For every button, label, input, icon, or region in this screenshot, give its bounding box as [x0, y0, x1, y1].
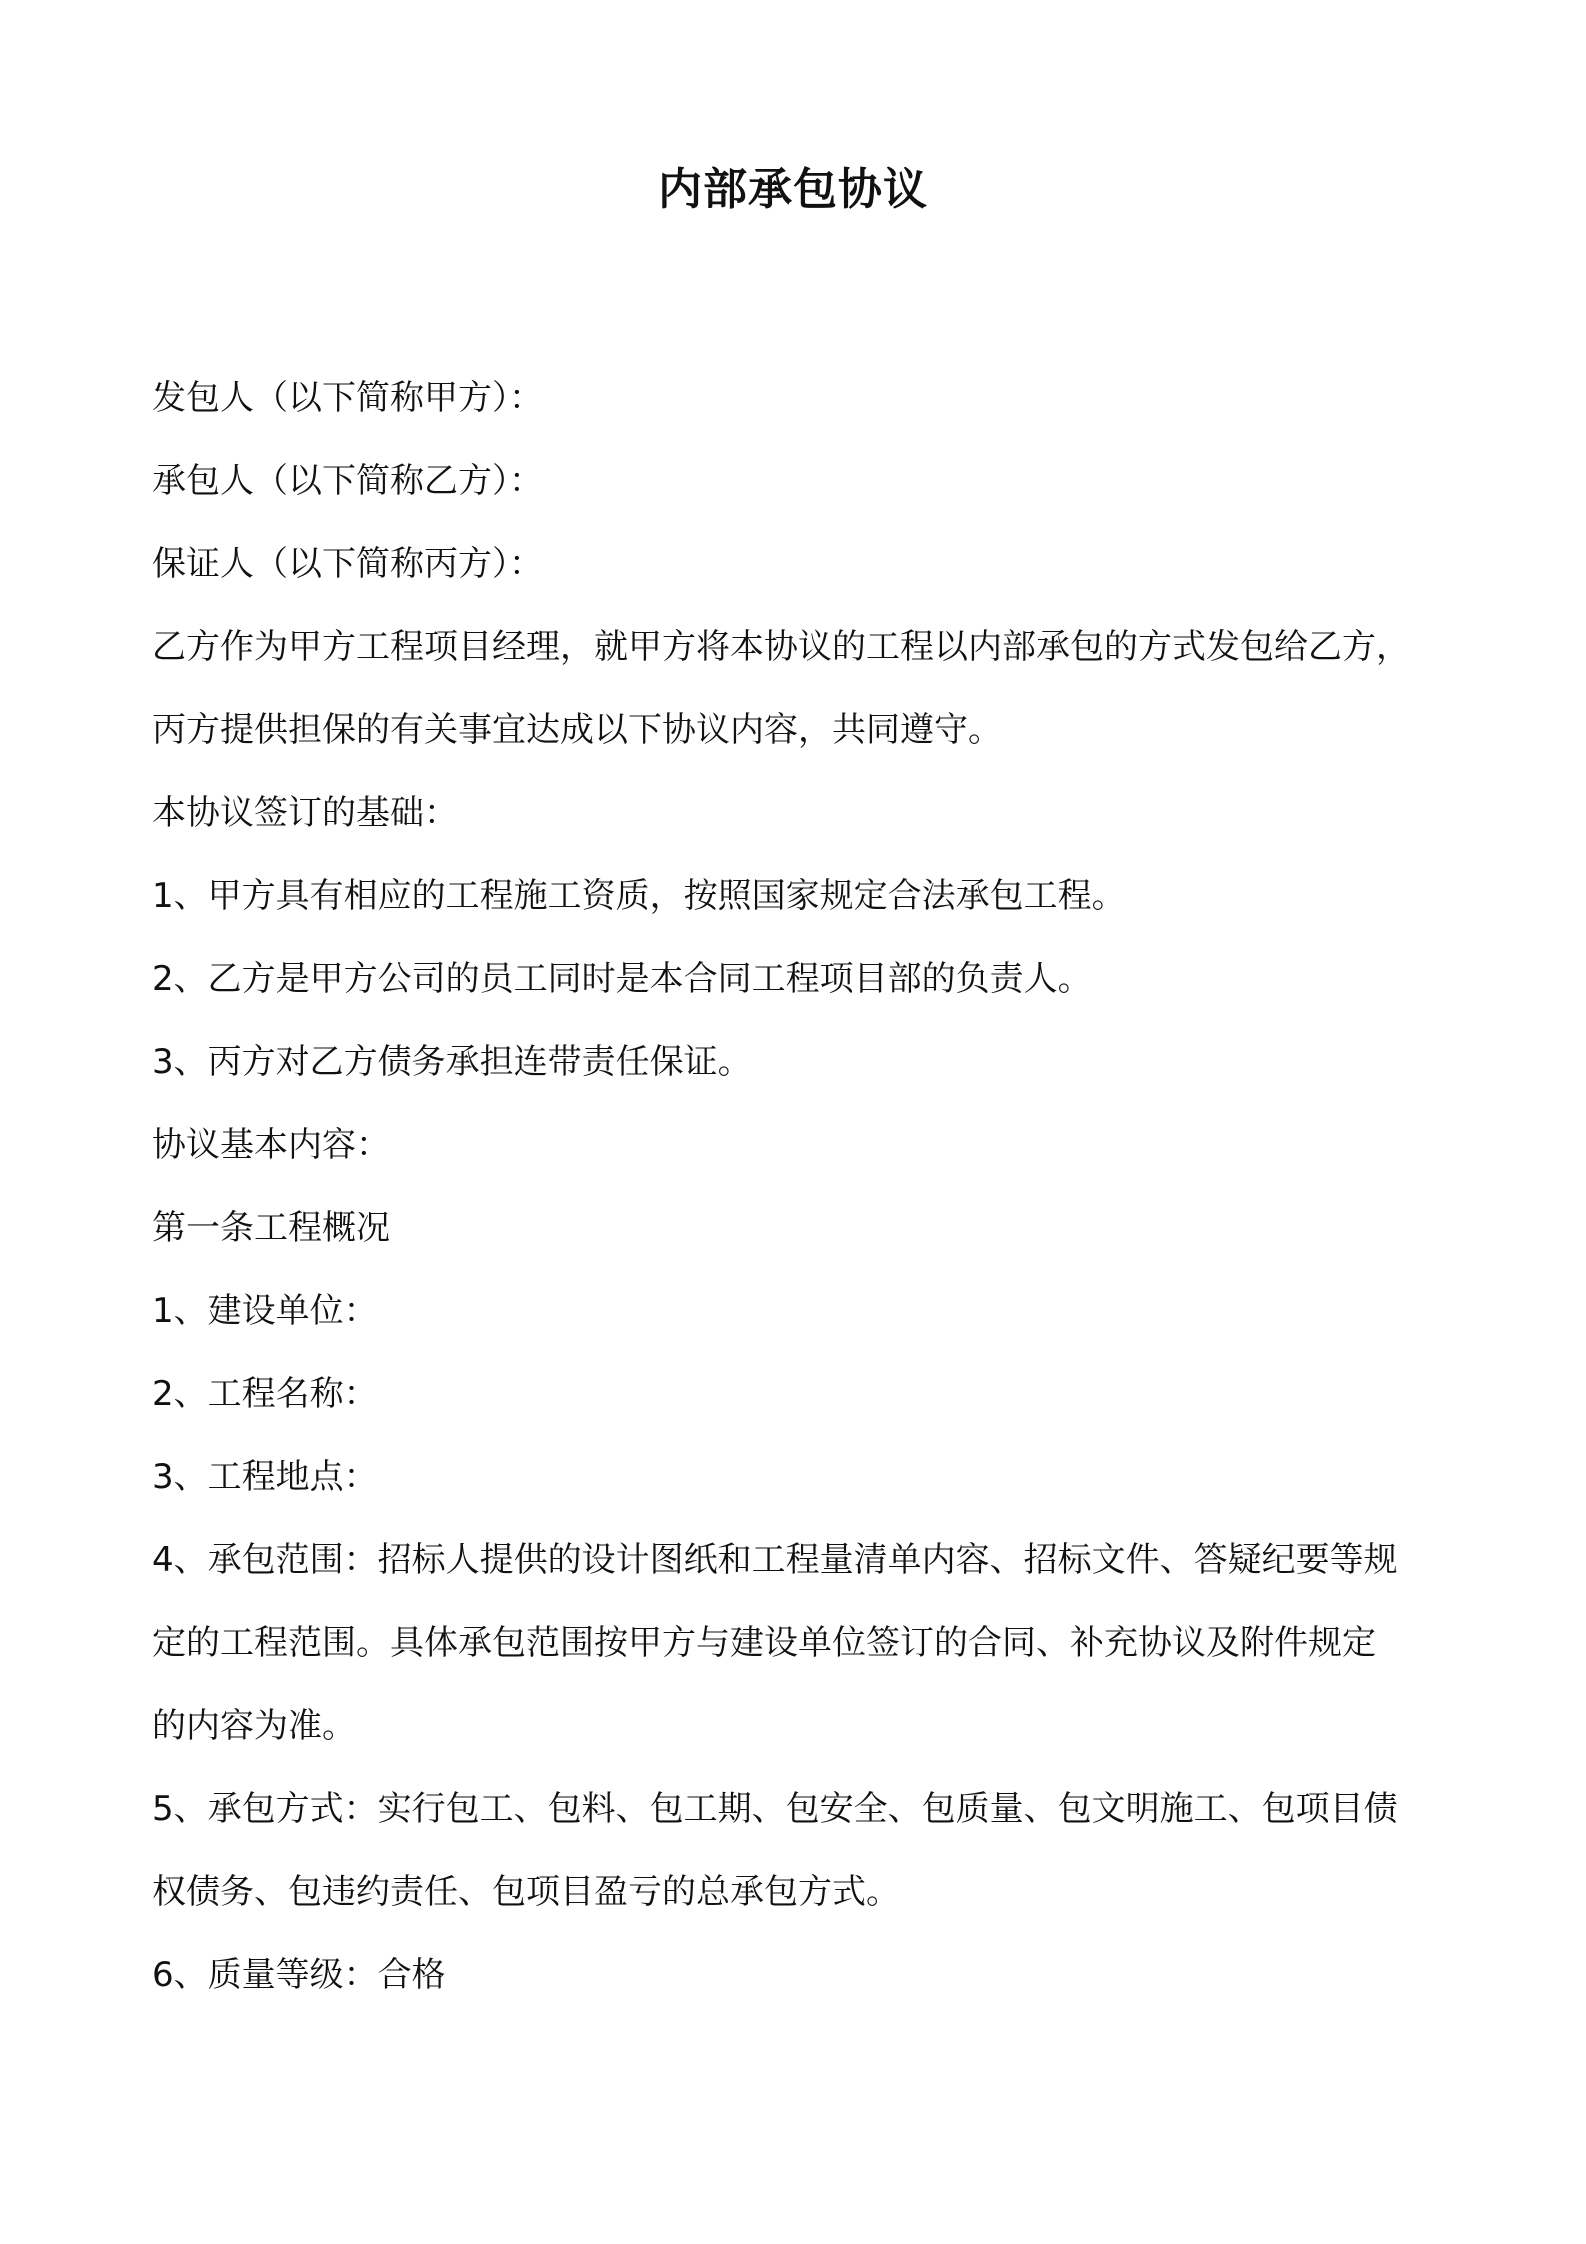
- article-1-heading: 第一条工程概况: [152, 1208, 390, 1248]
- party-a-line: 发包人（以下简称甲方）：: [152, 378, 543, 418]
- article-1-item-4-line-2: 定的工程范围。具体承包范围按甲方与建设单位签订的合同、补充协议及附件规定: [152, 1623, 1376, 1663]
- article-1-item-4-line-3: 的内容为准。: [152, 1706, 356, 1746]
- intro-paragraph-line-2: 丙方提供担保的有关事宜达成以下协议内容，共同遵守。: [152, 710, 1002, 750]
- article-1-item-5-line-2: 权债务、包违约责任、包项目盈亏的总承包方式。: [152, 1872, 900, 1912]
- party-b-line: 承包人（以下简称乙方）：: [152, 461, 543, 501]
- basis-item-1: 1、甲方具有相应的工程施工资质，按照国家规定合法承包工程。: [152, 876, 1126, 916]
- article-1-item-5-line-1: 5、承包方式：实行包工、包料、包工期、包安全、包质量、包文明施工、包项目债: [152, 1789, 1398, 1829]
- party-c-line: 保证人（以下简称丙方）：: [152, 544, 543, 584]
- intro-paragraph-line-1: 乙方作为甲方工程项目经理，就甲方将本协议的工程以内部承包的方式发包给乙方，: [152, 627, 1410, 667]
- basis-item-2: 2、乙方是甲方公司的员工同时是本合同工程项目部的负责人。: [152, 959, 1092, 999]
- basis-item-3: 3、丙方对乙方债务承担连带责任保证。: [152, 1042, 752, 1082]
- article-1-item-4-line-1: 4、承包范围：招标人提供的设计图纸和工程量清单内容、招标文件、答疑纪要等规: [152, 1540, 1398, 1580]
- content-heading: 协议基本内容：: [152, 1125, 390, 1165]
- article-1-item-6: 6、质量等级：合格: [152, 1955, 446, 1995]
- basis-heading: 本协议签订的基础：: [152, 793, 458, 833]
- article-1-item-1: 1、建设单位：: [152, 1291, 378, 1331]
- article-1-item-3: 3、工程地点：: [152, 1457, 378, 1497]
- document-title: 内部承包协议: [658, 164, 928, 215]
- document-body: [152, 357, 1532, 2017]
- article-1-item-2: 2、工程名称：: [152, 1374, 378, 1414]
